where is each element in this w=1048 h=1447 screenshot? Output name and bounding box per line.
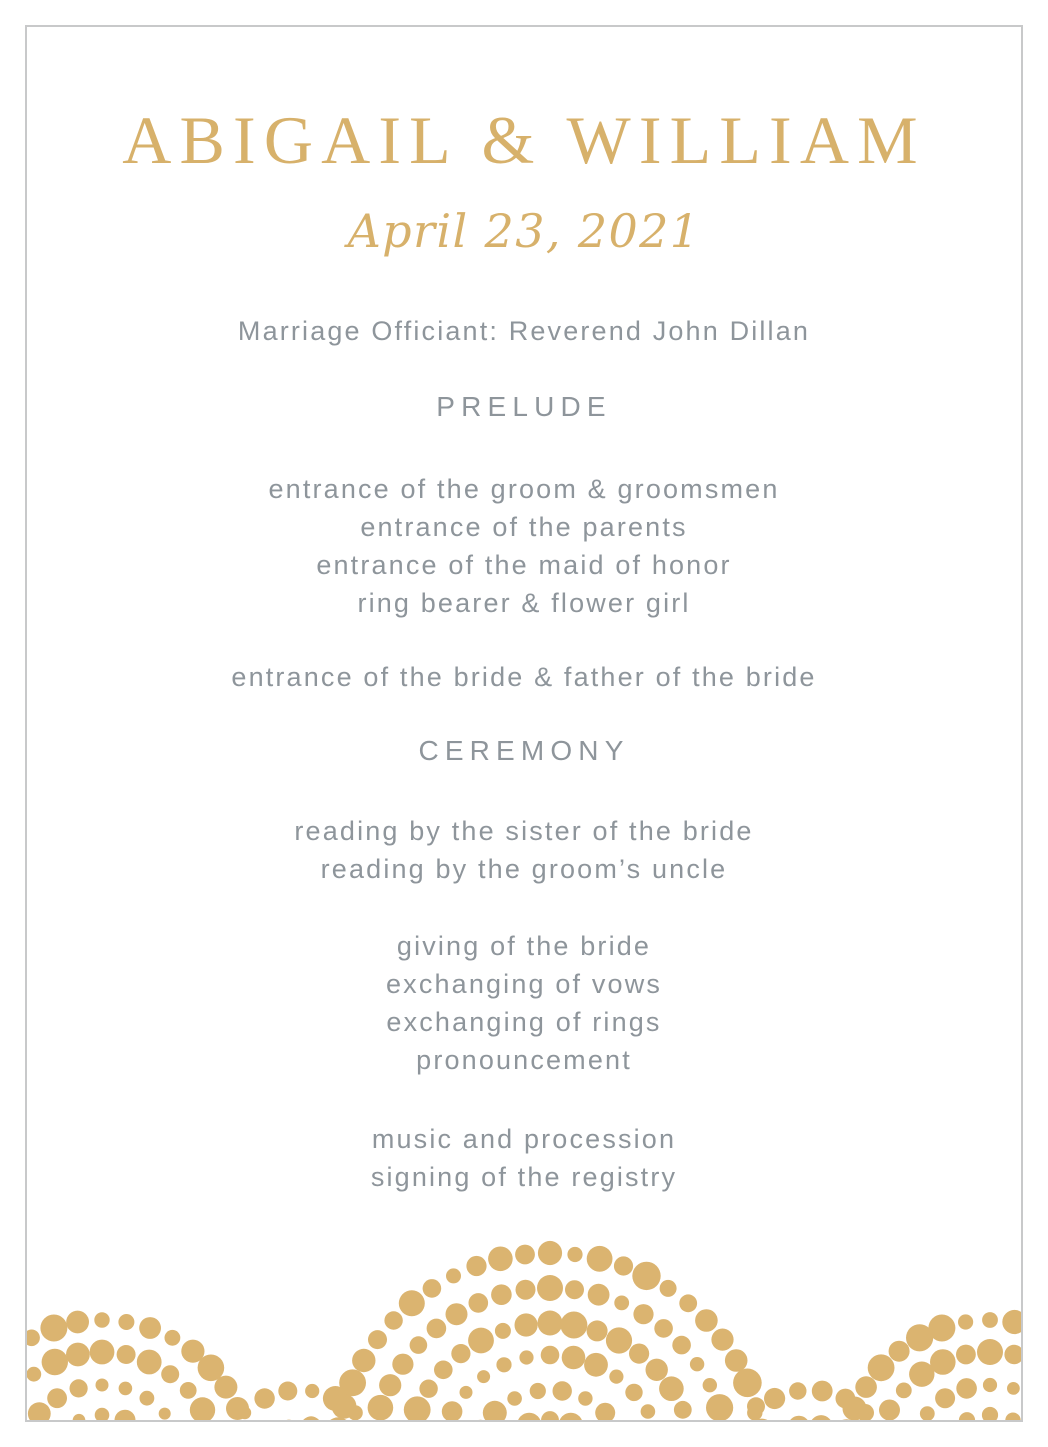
program-line: reading by the groom’s uncle	[320, 853, 728, 884]
officiant-line: Marriage Officiant: Reverend John Dillan	[237, 315, 811, 346]
bride-entrance-group	[27, 658, 1021, 696]
program-line: exchanging of vows	[385, 968, 663, 999]
section-heading-prelude: PRELUDE	[436, 390, 612, 422]
program-line: ring bearer & flower girl	[357, 587, 691, 618]
section-heading-ceremony: CEREMONY	[418, 734, 630, 766]
program-line: entrance of the parents	[360, 511, 688, 542]
wedding-date: April 23, 2021	[347, 203, 701, 258]
closing-group	[27, 1120, 1021, 1196]
card-content	[27, 27, 1021, 1420]
program-line: entrance of the maid of honor	[316, 549, 732, 580]
program-line: exchanging of rings	[386, 1006, 662, 1037]
vows-group	[27, 927, 1021, 1079]
program-line: entrance of the groom & groomsmen	[268, 473, 780, 504]
readings-group	[27, 812, 1021, 888]
program-line: reading by the sister of the bride	[294, 815, 754, 846]
program-line: giving of the bride	[396, 930, 652, 961]
program-line: signing of the registry	[370, 1161, 678, 1192]
prelude-entrances-group	[27, 470, 1021, 622]
program-line: music and procession	[371, 1123, 677, 1154]
program-line: entrance of the bride & father of the bride	[231, 661, 817, 692]
program-line: pronouncement	[416, 1044, 632, 1075]
couple-names-title: ABIGAIL & WILLIAM	[122, 102, 926, 178]
